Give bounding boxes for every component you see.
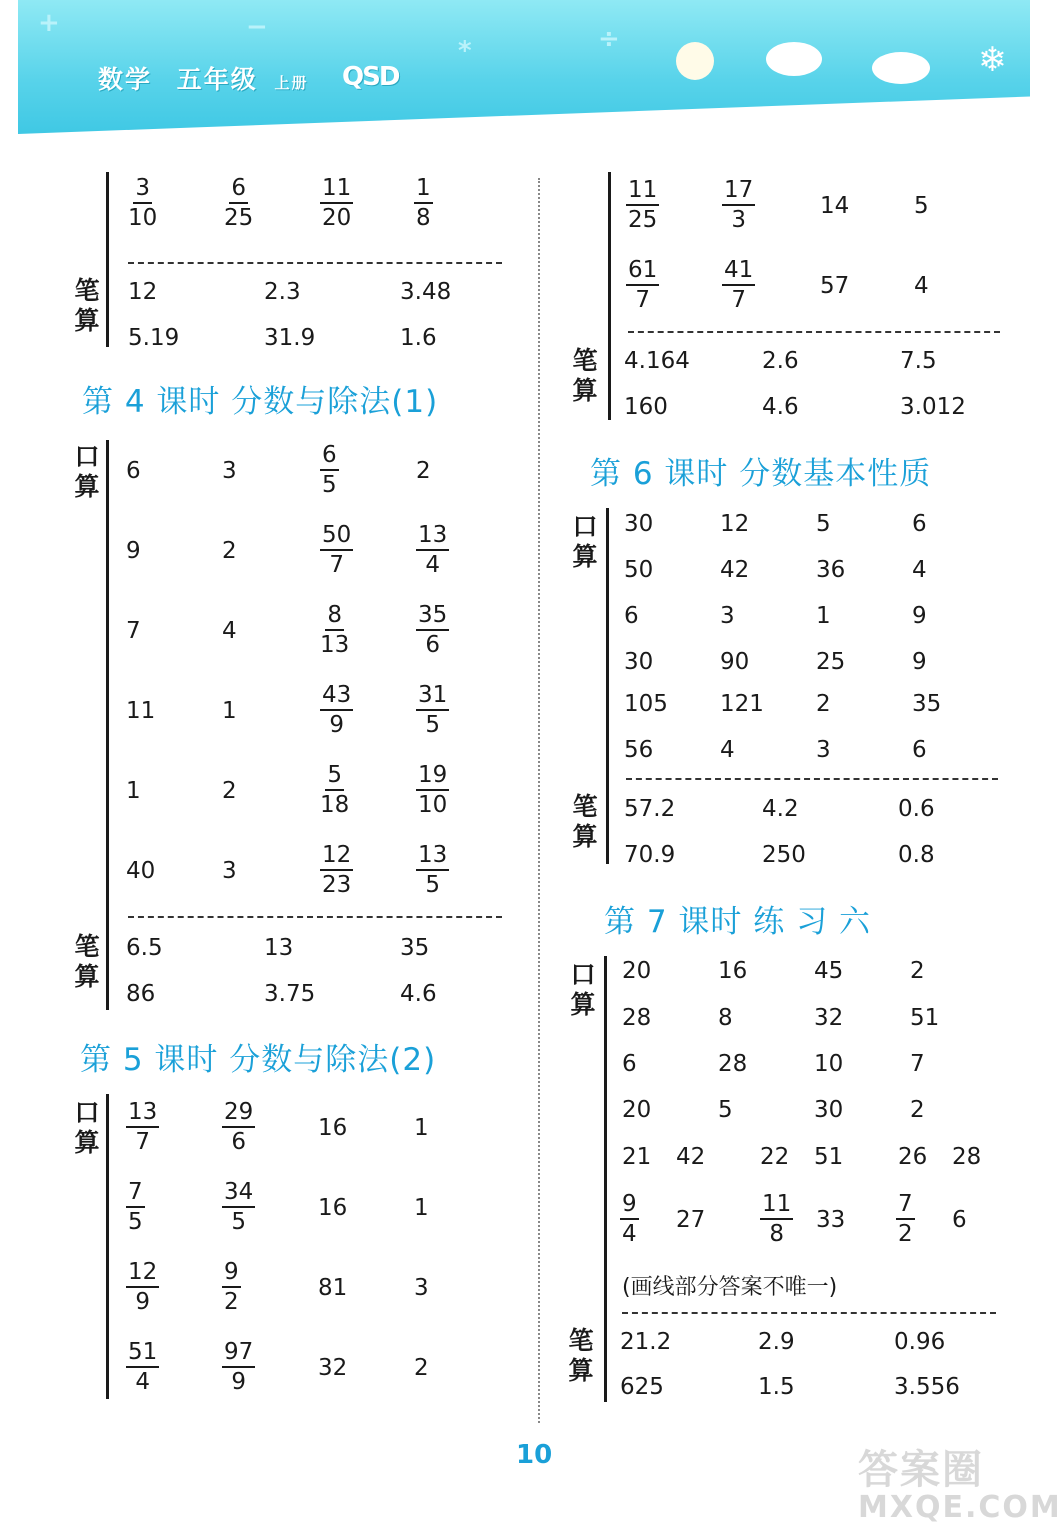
numerator: 1 [414,174,433,204]
numerator: 50 [320,521,353,551]
numerator: 6 [320,441,339,471]
denominator: 10 [418,792,448,818]
numerator: 34 [222,1178,255,1208]
numerator: 31 [416,681,449,711]
answer-cell: 8 [718,1005,733,1031]
answer-cell: 12 [128,279,158,305]
answer-cell: 5.19 [128,325,180,351]
answer-cell: 3 [222,458,237,484]
answer-cell-fraction [222,1098,255,1156]
bisuan-label: 笔 算 [74,932,100,991]
answer-cell: 4.6 [762,394,799,420]
answer-cell-fraction [760,1190,793,1248]
answer-cell: 40 [126,858,156,884]
answer-cell: 625 [620,1374,664,1400]
answer-cell: 28 [622,1005,652,1031]
answer-cell: 9 [912,649,927,675]
numerator: 9 [222,1258,241,1288]
answer-cell-fraction [222,1338,255,1396]
answer-cell-fraction [320,841,353,899]
kousuan-label: 口 算 [572,512,598,571]
answer-cell: 5 [816,511,831,537]
answer-cell: 121 [720,691,764,717]
numerator: 17 [722,176,755,206]
cloud-icon [766,42,822,76]
answer-cell: 3 [816,737,831,763]
answer-fraction [224,174,253,232]
answer-cell: 21.2 [620,1329,672,1355]
answer-cell: 4 [222,618,237,644]
answer-cell: 250 [762,842,806,868]
answer-cell: 160 [624,394,668,420]
watermark-url: MXQE.COM [858,1490,1062,1525]
denominator: 4 [425,552,440,578]
answer-cell: 28 [952,1144,982,1170]
answer-cell: 3.48 [400,279,452,305]
answer-cell: 27 [676,1207,706,1233]
brand-logo: QSD [342,62,399,92]
answer-cell: 28 [718,1051,748,1077]
answer-fraction [320,174,353,232]
answer-cell: 16 [318,1195,348,1221]
cloud-icon-2 [872,52,930,84]
answer-cell: 16 [318,1115,348,1141]
answer-cell-fraction [896,1190,915,1248]
answer-cell-fraction [320,521,353,579]
answer-cell: 33 [816,1207,846,1233]
answer-cell: 3.012 [900,394,966,420]
answer-cell: 7 [910,1051,925,1077]
numerator: 7 [126,1178,145,1208]
answer-cell: 4 [720,737,735,763]
answer-cell: 6.5 [126,935,163,961]
denominator: 5 [128,1209,143,1235]
answer-cell: 6 [126,458,141,484]
answer-cell-fraction [416,521,449,579]
answer-cell: 2 [414,1355,429,1381]
divide-symbol-icon: ÷ [598,24,620,54]
answer-cell-fraction [416,601,449,659]
answer-cell: 31.9 [264,325,316,351]
answer-cell: 51 [814,1144,844,1170]
denominator: 8 [769,1221,784,1247]
denominator: 13 [320,632,350,658]
answer-cell: 3.556 [894,1374,960,1400]
answer-cell: 3 [720,603,735,629]
subject-label: 数学 [98,65,153,94]
answer-cell-fraction [222,1178,255,1236]
lesson5-heading: 第 5 课时 分数与除法(2) [80,1042,437,1078]
answer-cell: 22 [760,1144,790,1170]
answer-cell: 6 [912,737,927,763]
answer-cell: 50 [624,557,654,583]
answer-cell: 6 [624,603,639,629]
answer-cell: 4.164 [624,348,690,374]
answer-cell: 0.8 [898,842,935,868]
denominator: 8 [416,205,431,231]
numerator: 12 [126,1258,159,1288]
denominator: 2 [898,1221,913,1247]
answer-cell-fraction [222,1258,241,1316]
denominator: 5 [425,872,440,898]
numerator: 43 [320,681,353,711]
answer-cell-fraction [126,1338,159,1396]
answer-cell: 26 [898,1144,928,1170]
dashed-separator [626,778,998,780]
answer-cell: 1 [126,778,141,804]
answer-fraction [414,174,433,232]
denominator: 25 [628,207,658,233]
denominator: 2 [224,1289,239,1315]
numerator: 11 [760,1190,793,1220]
answer-cell: 10 [814,1051,844,1077]
answer-cell: 105 [624,691,668,717]
answer-cell: 1.5 [758,1374,795,1400]
answer-cell: 32 [318,1355,348,1381]
answer-cell: 4 [912,557,927,583]
answer-cell: 4.6 [400,981,437,1007]
numerator: 8 [325,601,344,631]
answer-cell-fraction [416,681,449,739]
kousuan-label: 口 算 [74,442,100,501]
section-bar [604,956,607,1402]
answer-cell: 20 [622,1097,652,1123]
bisuan-label: 笔 算 [572,792,598,851]
answer-cell: 5 [718,1097,733,1123]
kousuan-label: 口 算 [570,960,596,1019]
answer-cell: 90 [720,649,750,675]
answer-cell-fraction [320,761,349,819]
denominator: 3 [731,207,746,233]
answer-cell: 12 [720,511,750,537]
numerator: 7 [896,1190,915,1220]
note-text: (画线部分答案不唯一) [622,1275,838,1300]
numerator: 13 [416,841,449,871]
answer-cell: 0.96 [894,1329,946,1355]
answer-cell: 2 [910,1097,925,1123]
numerator: 13 [416,521,449,551]
answer-cell: 14 [820,193,850,219]
numerator: 19 [416,761,449,791]
page-title [98,60,308,96]
answer-cell: 57.2 [624,796,676,822]
answer-cell-fraction [626,256,659,314]
answer-cell: 25 [816,649,846,675]
answer-cell: 6 [622,1051,637,1077]
sun-icon [676,42,714,80]
answer-cell: 1.6 [400,325,437,351]
volume-label: 上册 [274,74,309,92]
column-divider [538,178,540,1423]
answer-cell-fraction [416,841,449,899]
answer-cell: 11 [126,698,156,724]
answer-cell: 1 [414,1115,429,1141]
numerator: 5 [325,761,344,791]
answer-cell-fraction [620,1190,639,1248]
answer-cell: 16 [718,958,748,984]
answer-cell: 2 [910,958,925,984]
denominator: 9 [135,1289,150,1315]
answer-cell: 2 [416,458,431,484]
watermark-logo: 答案圈 [858,1447,984,1493]
answer-cell: 70.9 [624,842,676,868]
answer-cell: 42 [720,557,750,583]
section-bar [606,508,609,864]
denominator: 4 [135,1369,150,1395]
answer-cell: 2.9 [758,1329,795,1355]
answer-cell: 5 [914,193,929,219]
answer-cell: 32 [814,1005,844,1031]
plus-symbol-icon: + [38,8,60,38]
numerator: 12 [320,841,353,871]
denominator: 23 [322,872,352,898]
bisuan-label: 笔 算 [74,276,100,335]
answer-cell: 2 [222,538,237,564]
answer-cell: 6 [912,511,927,537]
answer-cell: 0.6 [898,796,935,822]
numerator: 11 [626,176,659,206]
bisuan-label: 笔 算 [568,1326,594,1385]
lesson7-heading: 第 7 课时 练 习 六 [604,904,871,940]
lesson4-heading: 第 4 课时 分数与除法(1) [82,384,439,420]
answer-cell: 2 [222,778,237,804]
answer-cell: 30 [624,649,654,675]
answer-cell: 3 [222,858,237,884]
numerator: 29 [222,1098,255,1128]
answer-cell: 21 [622,1144,652,1170]
answer-cell-fraction [626,176,659,234]
numerator: 13 [126,1098,159,1128]
answer-cell-fraction [320,441,339,499]
answer-fraction [128,174,157,232]
answer-cell: 9 [912,603,927,629]
answer-cell: 45 [814,958,844,984]
numerator: 6 [229,174,248,204]
dashed-separator [128,262,502,264]
dashed-separator [128,916,502,918]
denominator: 9 [231,1369,246,1395]
denominator: 5 [425,712,440,738]
numerator: 51 [126,1338,159,1368]
denominator: 10 [128,205,158,231]
answer-cell: 35 [400,935,430,961]
kousuan-label: 口 算 [74,1098,100,1157]
answer-cell: 9 [126,538,141,564]
section-bar [608,172,611,420]
numerator: 3 [133,174,152,204]
denominator: 5 [322,472,337,498]
denominator: 7 [731,287,746,313]
answer-cell: 2.6 [762,348,799,374]
denominator: 7 [635,287,650,313]
denominator: 25 [224,205,254,231]
answer-cell: 57 [820,273,850,299]
answer-cell: 3.75 [264,981,316,1007]
answer-cell-fraction [320,681,353,739]
answer-cell: 7.5 [900,348,937,374]
answer-cell: 4 [914,273,929,299]
section-bar [106,440,109,1010]
answer-cell: 42 [676,1144,706,1170]
answer-cell: 1 [816,603,831,629]
answer-cell: 13 [264,935,294,961]
denominator: 7 [135,1129,150,1155]
answer-cell: 51 [910,1005,940,1031]
answer-cell-fraction [126,1178,145,1236]
snowflake-icon: ❄ [978,40,1007,80]
answer-cell: 56 [624,737,654,763]
answer-cell-fraction [126,1098,159,1156]
answer-cell: 36 [816,557,846,583]
answer-cell-fraction [320,601,349,659]
answer-cell: 1 [414,1195,429,1221]
answer-cell: 81 [318,1275,348,1301]
denominator: 18 [320,792,350,818]
numerator: 41 [722,256,755,286]
denominator: 9 [329,712,344,738]
bisuan-label: 笔 算 [572,346,598,405]
answer-cell: 2.3 [264,279,301,305]
grade-label: 五年级 [176,65,258,94]
answer-cell-fraction [722,176,755,234]
answer-cell: 1 [222,698,237,724]
numerator: 35 [416,601,449,631]
answer-cell: 30 [814,1097,844,1123]
lesson6-heading: 第 6 课时 分数基本性质 [590,456,932,492]
denominator: 5 [231,1209,246,1235]
answer-cell-fraction [126,1258,159,1316]
denominator: 6 [231,1129,246,1155]
answer-cell: 3 [414,1275,429,1301]
star-symbol-icon: * [458,36,472,66]
answer-cell: 30 [624,511,654,537]
answer-cell: 35 [912,691,942,717]
page-number: 10 [516,1440,553,1470]
answer-cell-fraction [722,256,755,314]
answer-cell: 20 [622,958,652,984]
numerator: 9 [620,1190,639,1220]
denominator: 6 [425,632,440,658]
numerator: 11 [320,174,353,204]
answer-cell: 7 [126,618,141,644]
denominator: 4 [622,1221,637,1247]
numerator: 61 [626,256,659,286]
section-bar [106,172,109,347]
answer-cell: 6 [952,1207,967,1233]
answer-cell: 86 [126,981,156,1007]
denominator: 20 [322,205,352,231]
answer-cell: 2 [816,691,831,717]
answer-cell: 4.2 [762,796,799,822]
denominator: 7 [329,552,344,578]
minus-symbol-icon: − [246,12,268,42]
section-bar [106,1094,109,1399]
dashed-separator [622,1312,996,1314]
numerator: 97 [222,1338,255,1368]
answer-cell-fraction [416,761,449,819]
dashed-separator [628,331,1000,333]
